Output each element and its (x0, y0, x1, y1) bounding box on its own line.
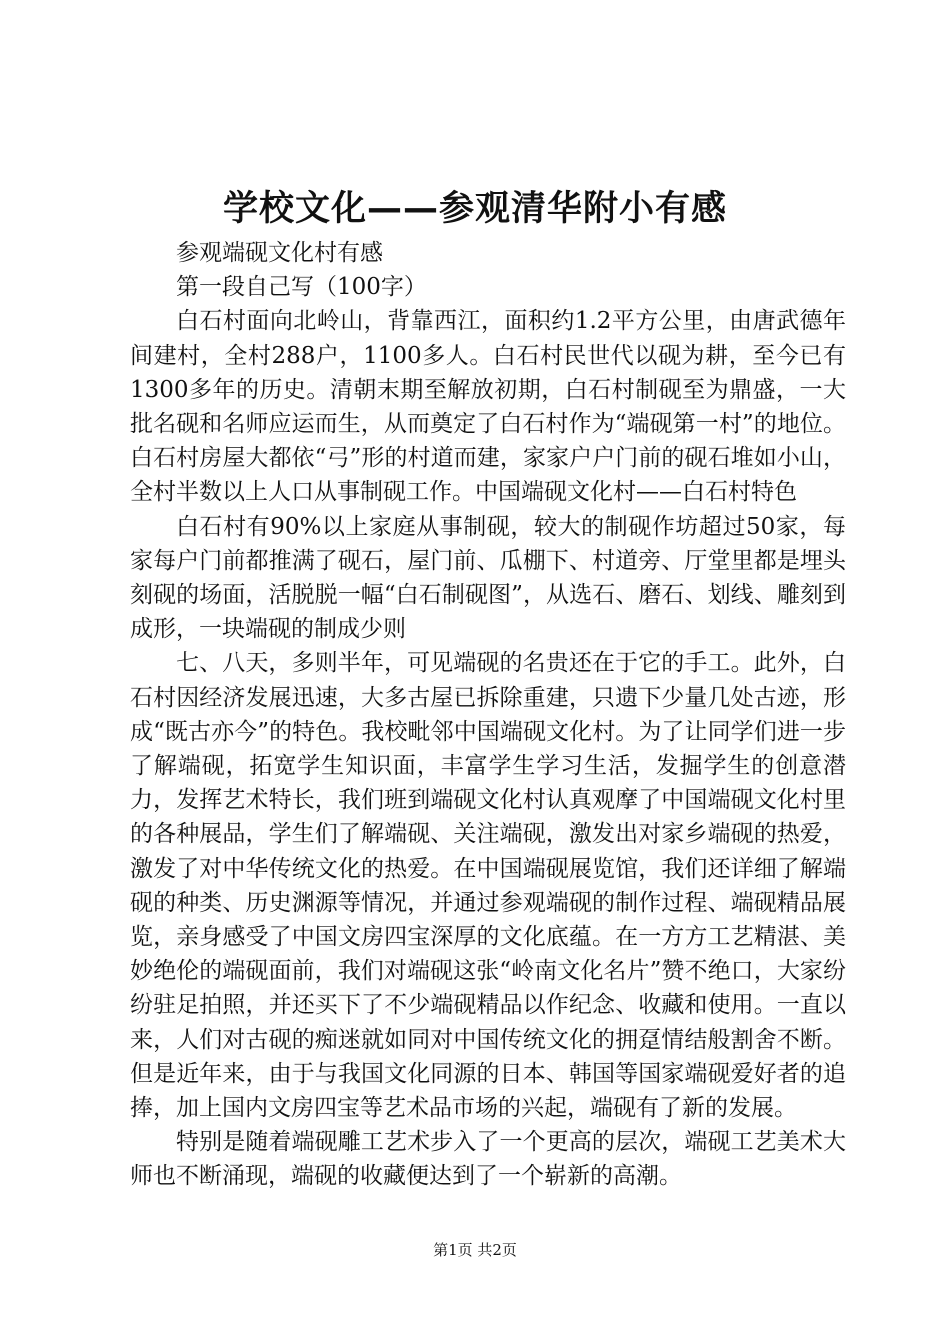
paragraph-visit-account: 七、八天，多则半年，可见端砚的名贵还在于它的手工。此外，白石村因经济发展迅速，大多古屋已拆除重建，只遗下少量几处古迹，形成“既古亦今”的特色。我校毗邻中国端砚文化村。为了让同学们进一步了解端砚，拓宽学生知识面，丰富学生学习生活，发掘学生的创意潜力，发挥艺术特长，我们班到端砚文化村认真观摩了中国端砚文化村里的各种展品，学生们了解端砚、关注端砚，激发出对家乡端砚的热爱，激发了对中华传统文化的热爱。在中国端砚展览馆，我们还详细了解端砚的种类、历史渊源等情况，并通过参观端砚的制作过程、端砚精品展览，亲身感受了中国文房四宝深厚的文化底蕴。在一方方工艺精湛、美妙绝伦的端砚面前，我们对端砚这张“岭南文化名片”赞不绝口，大家纷纷驻足拍照，并还买下了不少端砚精品以作纪念、收藏和使用。一直以来，人们对古砚的痴迷就如同对中国传统文化的拥趸情结般割舍不断。但是近年来，由于与我国文化同源的日本、韩国等国家端砚爱好者的追捧，加上国内文房四宝等艺术品市场的兴起，端砚有了新的发展。 (130, 650, 846, 1122)
document-body (130, 236, 846, 1194)
paragraph-collection-trend: 特别是随着端砚雕工艺术步入了一个更高的层次，端砚工艺美术大师也不断涌现，端砚的收藏便达到了一个崭新的高潮。 (130, 1129, 846, 1190)
page-number: 第1页 共2页 (433, 1241, 517, 1259)
paragraph-village-intro: 白石村面向北岭山，背靠西江，面积约1.2平方公里，由唐武德年间建村，全村288户，1100多人。白石村民世代以砚为耕，至今已有1300多年的历史。清朝末期至解放初期，白石村制砚至为鼎盛，一大批名砚和名师应运而生，从而奠定了白石村作为“端砚第一村”的地位。白石村房屋大都依“弓”形的村道而建，家家户户门前的砚石堆如小山，全村半数以上人口从事制砚工作。中国端砚文化村——白石村特色 (130, 308, 846, 506)
paragraph-village-features: 白石村有90%以上家庭从事制砚，较大的制砚作坊超过50家，每家每户门前都推满了砚石，屋门前、瓜棚下、村道旁、厅堂里都是埋头刻砚的场面，活脱脱一幅“白石制砚图”，从选石、磨石、划线、雕刻到成形，一块端砚的制成少则 (130, 513, 846, 643)
paragraph-subtitle: 参观端砚文化村有感 (176, 240, 383, 266)
document-title: 学校文化——参观清华附小有感 (222, 189, 727, 229)
paragraph-instruction: 第一段自己写（100字） (176, 274, 427, 301)
